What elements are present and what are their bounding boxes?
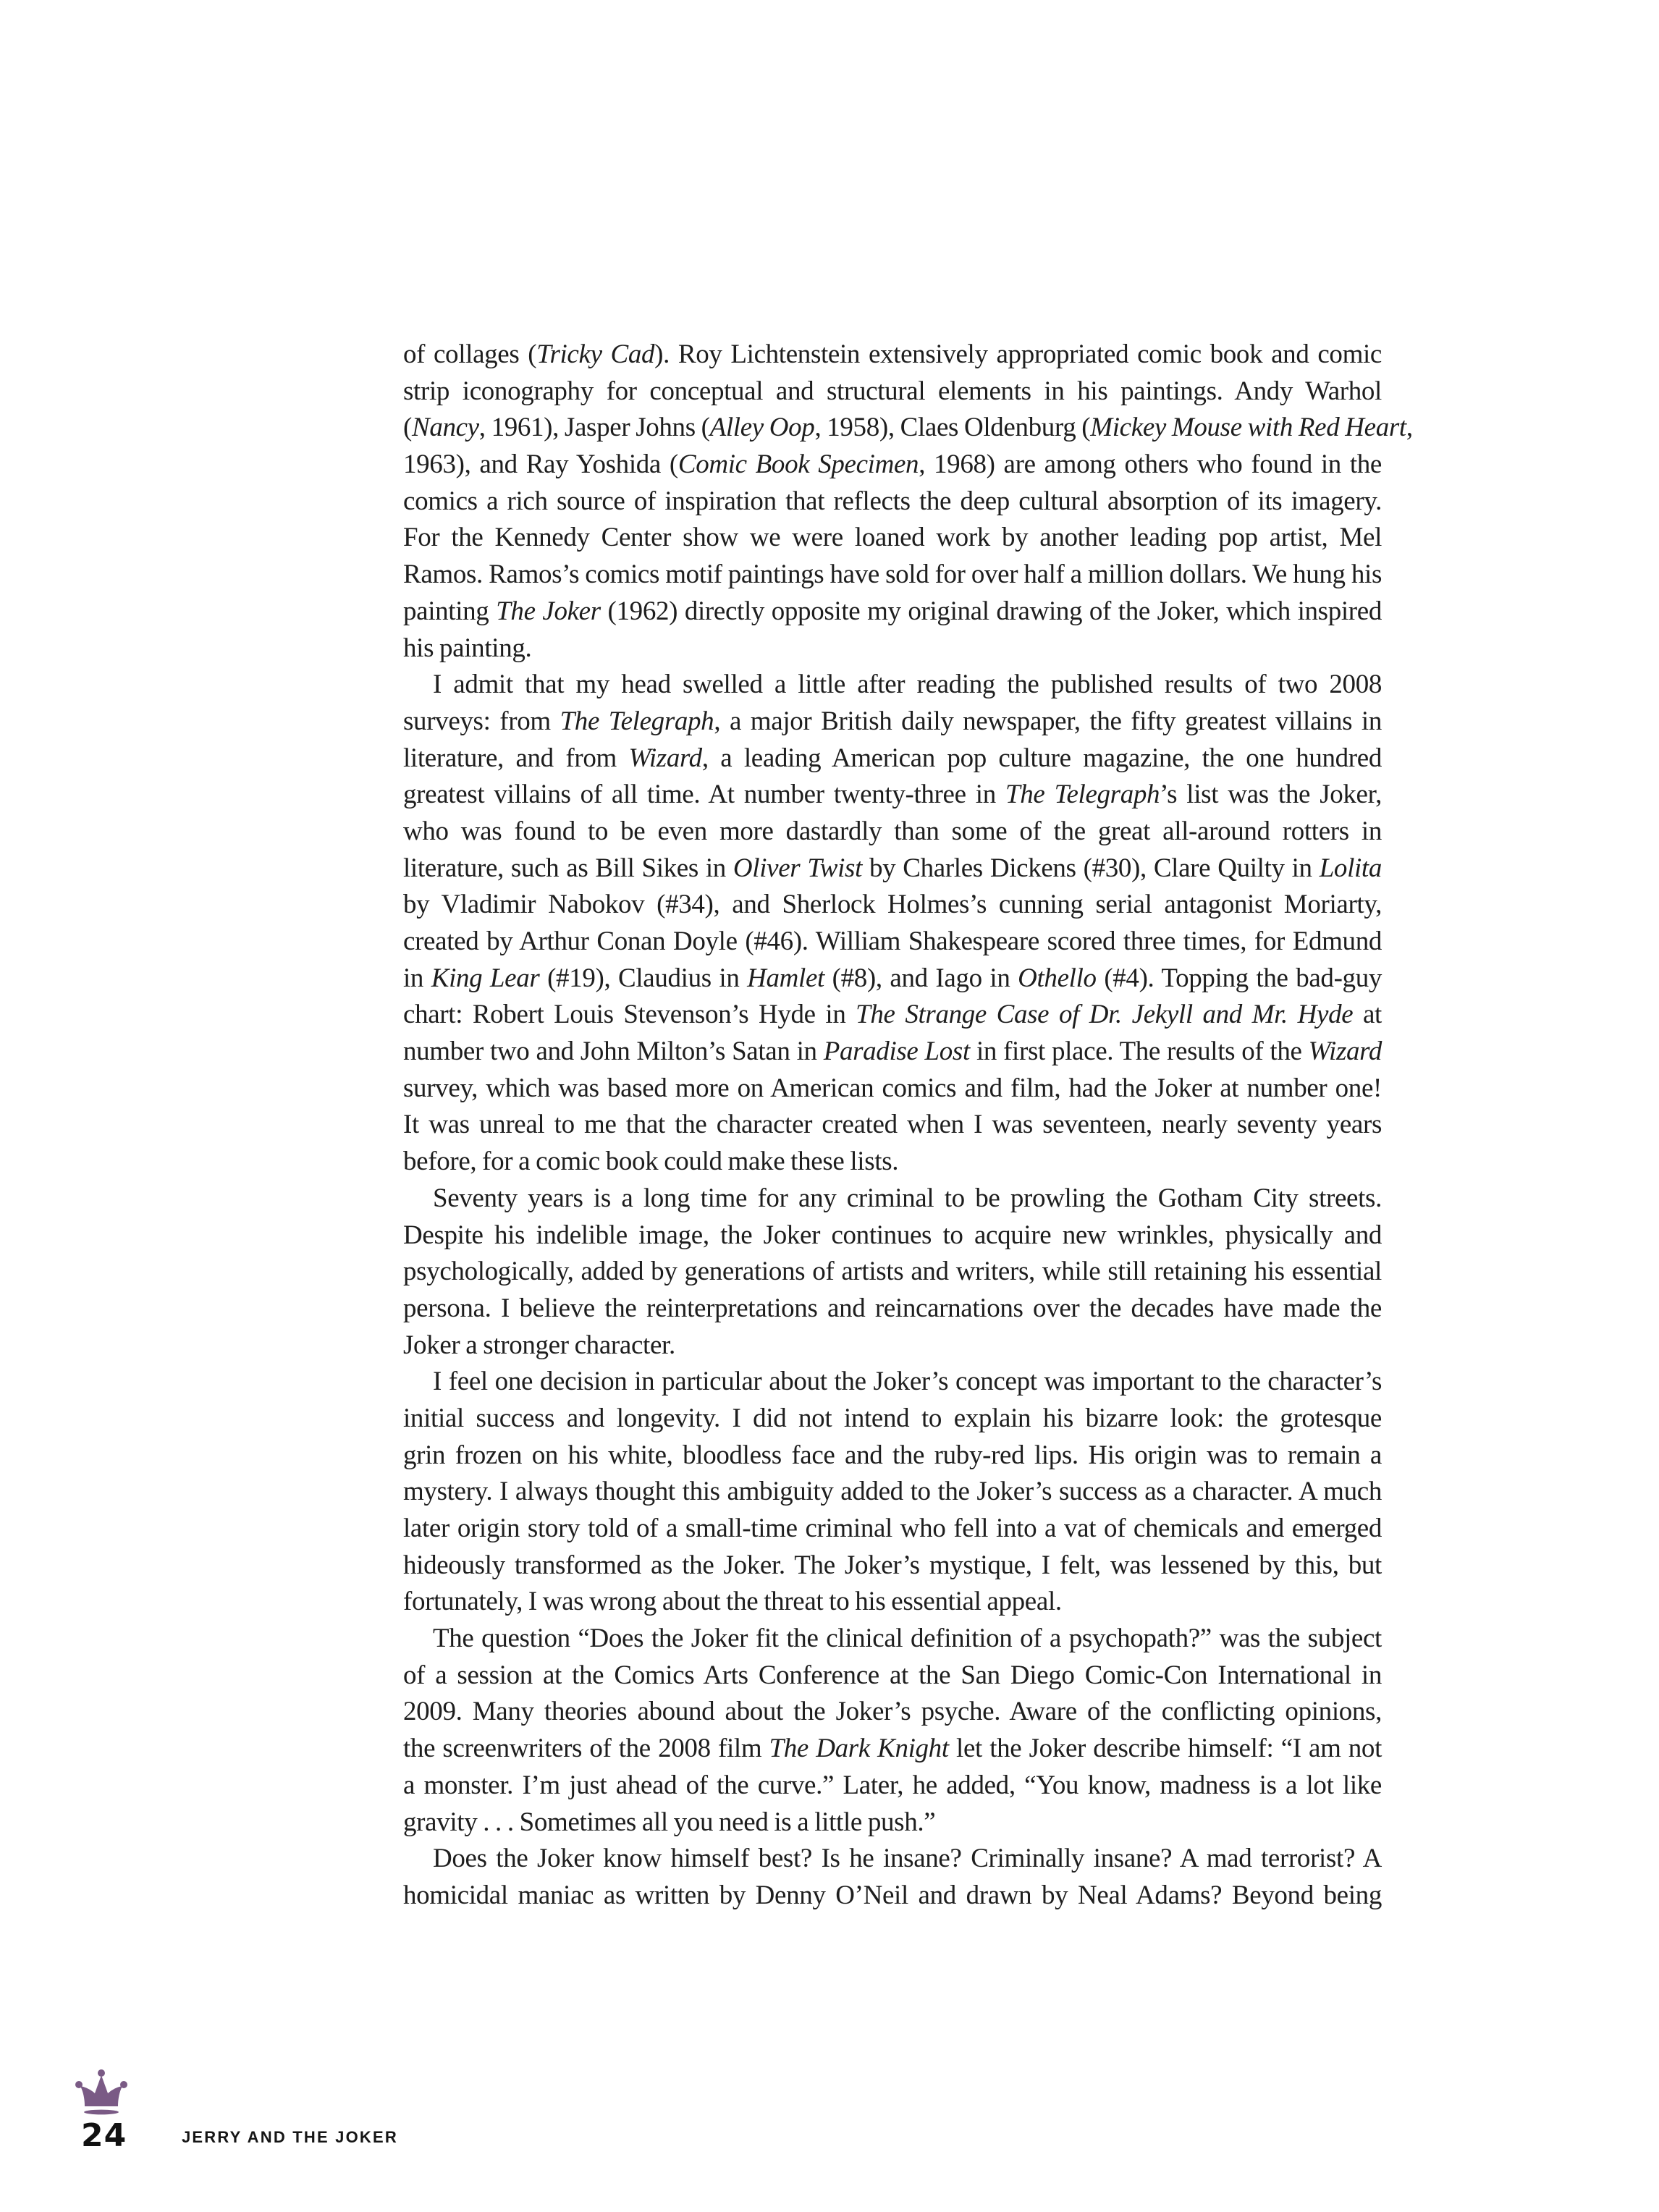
text-line: number two and John Milton’s Satan in Paradise Lost in first place. The results of the Wizard	[403, 1037, 1382, 1067]
italic-title: Hamlet	[747, 963, 824, 993]
italic-title: Comic Book Specimen	[677, 449, 919, 480]
paragraph	[403, 1621, 1382, 1841]
body-text-column	[403, 337, 1413, 1915]
text-line: I feel one decision in particular about the Joker’s concept was important to the character’s	[433, 1367, 1382, 1397]
paragraph	[403, 1841, 1382, 1914]
text-line: by Vladimir Nabokov (#34), and Sherlock Holmes’s cunning serial antagonist Moriarty,	[403, 890, 1382, 920]
text-line: psychologically, added by generations of artists and writers, while still retaining his essential	[403, 1257, 1382, 1287]
italic-title: The Joker	[496, 596, 601, 626]
paragraph	[403, 1364, 1382, 1621]
italic-title: The Telegraph	[1005, 780, 1160, 810]
text-line: It was unreal to me that the character created when I was seventeen, nearly seventy years	[403, 1110, 1382, 1140]
text-line: survey, which was based more on American comics and film, had the Joker at number one!	[403, 1073, 1382, 1103]
text-line: fortunately, I was wrong about the threat to his essential appeal.	[403, 1587, 1062, 1617]
text-line: mystery. I always thought this ambiguity added to the Joker’s success as a character. A much	[403, 1477, 1382, 1507]
italic-title: Nancy	[411, 413, 479, 443]
text-line: who was found to be even more dastardly than some of the great all-around rotters in	[403, 816, 1382, 846]
text-line: literature, such as Bill Sikes in Oliver Twist by Charles Dickens (#30), Clare Quilty in Lolita	[403, 853, 1382, 883]
text-line: comics a rich source of inspiration that reflects the deep cultural absorption of its imagery.	[403, 486, 1382, 516]
italic-title: Tricky Cad	[536, 339, 655, 369]
italic-title: Paradise Lost	[823, 1037, 970, 1067]
text-line: strip iconography for conceptual and structural elements in his paintings. Andy Warhol	[403, 376, 1382, 406]
text-line: Joker a stronger character.	[403, 1330, 675, 1360]
text-line: initial success and longevity. I did not intend to explain his bizarre look: the grotesque	[403, 1403, 1382, 1433]
text-line: homicidal maniac as written by Denny O’Neil and drawn by Neal Adams? Beyond being	[403, 1880, 1382, 1910]
page-number: 24	[81, 2117, 127, 2154]
text-line: Ramos. Ramos’s comics motif paintings have sold for over half a million dollars. We hung his	[403, 560, 1382, 590]
text-line: (Nancy, 1961), Jasper Johns (Alley Oop, 1958), Claes Oldenburg (Mickey Mouse with Red Heart,	[403, 413, 1413, 443]
text-line: a monster. I’m just ahead of the curve.” Later, he added, “You know, madness is a lot like	[403, 1770, 1382, 1800]
text-line: his painting.	[403, 633, 532, 663]
text-line: gravity . . . Sometimes all you need is a little push.”	[403, 1807, 936, 1837]
text-line: later origin story told of a small-time criminal who fell into a vat of chemicals and emerged	[403, 1514, 1382, 1543]
text-line: I admit that my head swelled a little after reading the published results of two 2008	[433, 670, 1382, 700]
italic-title: Alley Oop	[709, 413, 815, 443]
text-line: Does the Joker know himself best? Is he insane? Criminally insane? A mad terrorist? A	[433, 1844, 1382, 1874]
italic-title: The Strange Case of Dr. Jekyll and Mr. Hyde	[856, 1000, 1354, 1030]
text-line: 2009. Many theories abound about the Joker’s psyche. Aware of the conflicting opinions,	[403, 1697, 1382, 1727]
text-line: 1963), and Ray Yoshida (Comic Book Specimen, 1968) are among others who found in the	[403, 449, 1382, 480]
text-line: The question “Does the Joker fit the clinical definition of a psychopath?” was the subject	[433, 1624, 1382, 1654]
text-line: painting The Joker (1962) directly opposite my original drawing of the Joker, which inspired	[403, 596, 1382, 626]
text-line: in King Lear (#19), Claudius in Hamlet (#8), and Iago in Othello (#4). Topping the bad-guy	[403, 963, 1382, 993]
text-line: literature, and from Wizard, a leading American pop culture magazine, the one hundred	[403, 743, 1382, 773]
text-line: created by Arthur Conan Doyle (#46). William Shakespeare scored three times, for Edmund	[403, 926, 1382, 956]
italic-title: The Dark Knight	[769, 1734, 949, 1764]
italic-title: The Telegraph	[560, 706, 714, 736]
text-line: persona. I believe the reinterpretations and reincarnations over the decades have made the	[403, 1293, 1382, 1323]
running-title: JERRY AND THE JOKER	[182, 2128, 398, 2146]
italic-title: Othello	[1018, 963, 1097, 993]
text-line: the screenwriters of the 2008 film The Dark Knight let the Joker describe himself: “I am not	[403, 1734, 1382, 1764]
italic-title: King Lear	[431, 963, 540, 993]
jester-crown-icon	[75, 2069, 128, 2115]
italic-title: Lolita	[1319, 853, 1382, 883]
text-line: of a session at the Comics Arts Conference at the San Diego Comic-Con International in	[403, 1660, 1382, 1690]
italic-title: Mickey Mouse with Red Heart	[1090, 413, 1406, 443]
text-line: surveys: from The Telegraph, a major British daily newspaper, the fifty greatest villains in	[403, 706, 1382, 736]
italic-title: Wizard	[1308, 1037, 1382, 1067]
text-line: of collages (Tricky Cad). Roy Lichtenstein extensively appropriated comic book and comic	[403, 339, 1382, 369]
italic-title: Wizard	[628, 743, 702, 773]
italic-title: Oliver Twist	[733, 853, 863, 883]
text-line: chart: Robert Louis Stevenson’s Hyde in The Strange Case of Dr. Jekyll and Mr. Hyde at	[403, 1000, 1382, 1030]
text-line: hideously transformed as the Joker. The Joker’s mystique, I felt, was lessened by this, but	[403, 1550, 1382, 1580]
text-line: grin frozen on his white, bloodless face and the ruby-red lips. His origin was to remain a	[403, 1440, 1382, 1470]
text-line: For the Kennedy Center show we were loaned work by another leading pop artist, Mel	[403, 523, 1382, 553]
text-line: before, for a comic book could make these lists.	[403, 1147, 899, 1177]
paragraph	[403, 667, 1382, 1181]
paragraph	[403, 1181, 1382, 1364]
text-line: Despite his indelible image, the Joker continues to acquire new wrinkles, physically and	[403, 1220, 1382, 1250]
text-line: greatest villains of all time. At number twenty-three in The Telegraph’s list was the Joker,	[403, 780, 1382, 810]
paragraph	[403, 337, 1413, 667]
text-line: Seventy years is a long time for any criminal to be prowling the Gotham City streets.	[433, 1183, 1382, 1213]
